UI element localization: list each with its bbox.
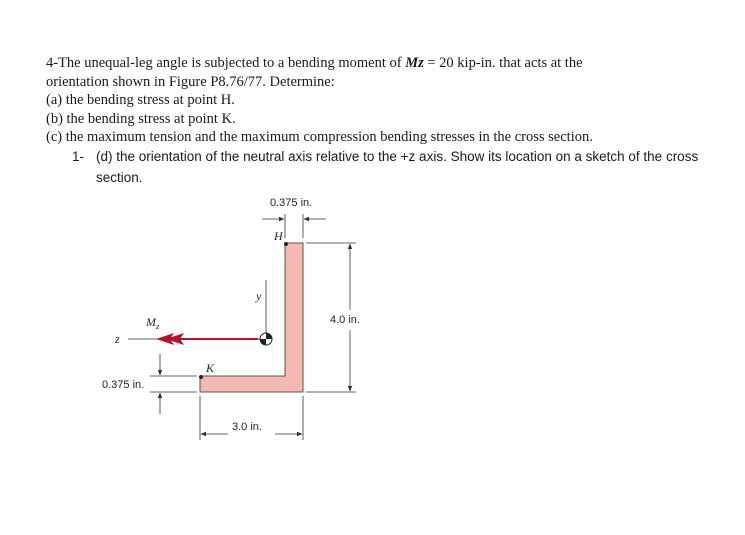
point-H-label: H [274,229,283,243]
problem-line-2: orientation shown in Figure P8.76/77. Determine: [46,73,335,90]
y-axis-label: y [256,289,262,303]
part-d-text: (d) the orientation of the neutral axis relative to the +z axis. Show its location on a sketch of the cross section. [96,149,699,185]
part-a: (a) the bending stress at point H. [46,92,235,108]
moment-symbol: Mz [405,55,424,71]
dim-left-label: 0.375 in. [102,379,145,391]
line1-text: 4-The unequal-leg angle is subjected to a bending moment of [46,55,406,71]
dim-top-label: 0.375 in. [270,197,313,209]
point-K-label: K [206,361,215,375]
z-axis-label: z [115,332,120,346]
point-K-marker [199,375,203,379]
moment-arrow-icon [156,333,258,345]
dim-bottom-label: 3.0 in. [232,421,262,433]
part-b: (b) the bending stress at point K. [46,110,236,127]
line1-post-text: = 20 kip-in. that acts at the [423,55,583,71]
angle-section [200,243,303,392]
part-d-number: 1- [72,149,85,164]
dim-right-label: 4.0 in. [330,314,360,326]
point-H-marker [284,242,288,246]
centroid-icon [260,333,272,345]
moment-label: $M_z$ [146,315,160,331]
part-c: (c) the maximum tension and the maximum compression bending stresses in the cross section. [46,129,593,145]
